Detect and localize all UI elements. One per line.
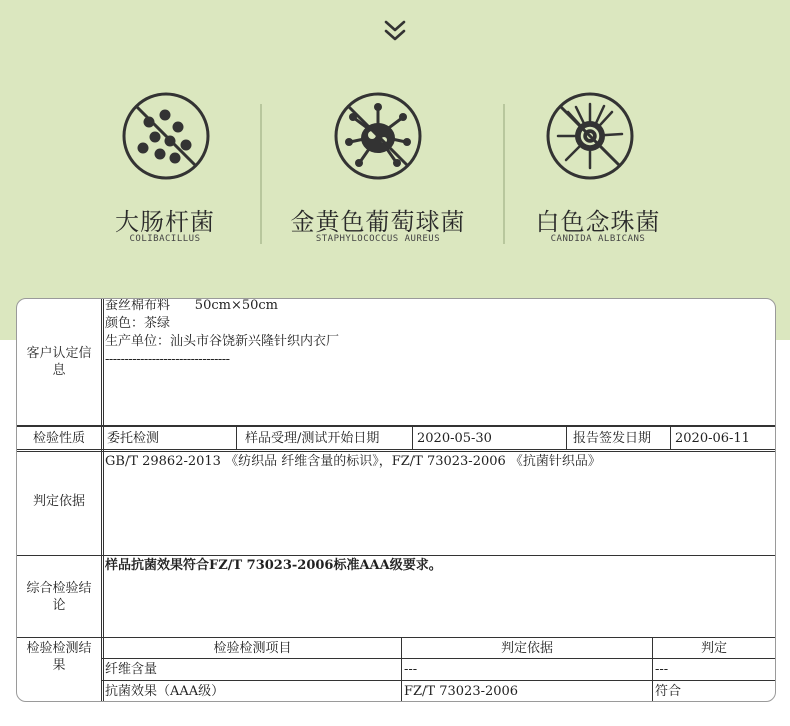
column-divider — [412, 426, 413, 450]
customer-info-line: -------------------------------- — [105, 352, 230, 367]
divider — [503, 104, 505, 244]
divider — [260, 104, 262, 244]
double-chevron-down-icon[interactable] — [383, 18, 407, 44]
customer-info-line: 颜色：茶绿 — [105, 316, 171, 331]
customer-info-line: 生产单位：汕头市谷饶新兴隆针织内衣厂 — [105, 334, 340, 349]
customer-info-line: 蚕丝棉布料 50cm×50cm — [105, 298, 278, 313]
colibacillus-icon — [120, 90, 212, 182]
issue-date-value: 2020-06-11 — [675, 431, 750, 446]
bacteria-name-cn: 大肠杆菌 — [115, 208, 215, 236]
candida-icon — [544, 90, 636, 182]
results-header: 判定 — [700, 641, 727, 656]
column-divider — [101, 299, 102, 701]
judgment-basis-value: GB/T 29862-2013 《纺织品 纤维含量的标识》，FZ/T 73023-2006 《抗菌针织品》 — [105, 454, 601, 469]
results-cell: FZ/T 73023-2006 — [404, 684, 519, 699]
bacteria-name-en: COLIBACILLUS — [129, 234, 201, 244]
column-divider — [670, 426, 671, 450]
conclusion-label: 综合检验结论 — [26, 581, 92, 613]
judgment-basis-label: 判定依据 — [32, 494, 85, 509]
staphylococcus-icon — [332, 90, 424, 182]
results-header: 检验检测项目 — [213, 641, 292, 656]
row-divider — [17, 451, 775, 452]
results-label: 检验检测结果 — [26, 641, 92, 673]
results-cell: 纤维含量 — [105, 662, 158, 677]
row-divider — [17, 637, 775, 638]
inspection-nature-label: 检验性质 — [32, 431, 85, 446]
bacteria-name-cn: 金黄色葡萄球菌 — [290, 208, 466, 236]
customer-info-label: 客户认定信息 — [26, 346, 92, 378]
bacteria-name-en: STAPHYLOCOCCUS AUREUS — [315, 234, 441, 244]
row-divider — [101, 680, 775, 681]
test-start-date-label: 样品受理/测试开始日期 — [245, 431, 380, 446]
bacteria-name-cn: 白色念珠菌 — [535, 208, 661, 236]
results-header: 判定依据 — [500, 641, 553, 656]
inspection-nature-value: 委托检测 — [107, 431, 160, 446]
results-cell: --- — [404, 662, 418, 677]
row-divider — [17, 449, 775, 450]
bacteria-name-en: CANDIDA ALBICANS — [550, 234, 646, 244]
row-divider — [17, 426, 775, 427]
test-report — [16, 298, 776, 702]
row-divider — [17, 555, 775, 556]
results-cell: 抗菌效果（AAA级） — [105, 684, 225, 699]
column-divider — [103, 299, 104, 701]
test-start-date-value: 2020-05-30 — [417, 431, 492, 446]
conclusion-value: 样品抗菌效果符合FZ/T 73023-2006标准AAA级要求。 — [105, 558, 442, 573]
column-divider — [236, 426, 237, 450]
column-divider — [566, 426, 567, 450]
issue-date-label: 报告签发日期 — [573, 431, 652, 446]
results-cell: --- — [655, 662, 669, 677]
results-cell: 符合 — [655, 684, 682, 699]
row-divider — [101, 658, 775, 659]
